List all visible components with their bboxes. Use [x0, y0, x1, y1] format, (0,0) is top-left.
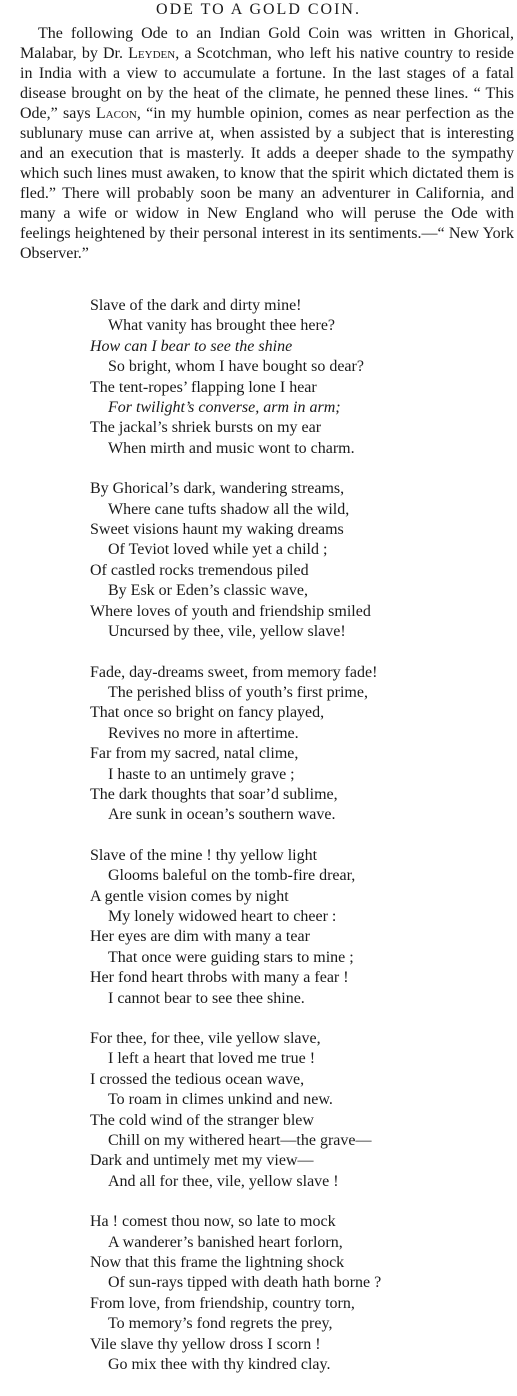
poem-title: ODE TO A GOLD COIN. [156, 1, 361, 18]
poem-line: Dark and untimely met my view— [90, 1152, 314, 1170]
poem-line: Revives no more in aftertime. [108, 724, 299, 742]
poem-body [90, 296, 510, 1396]
lacon-name: Lacon [95, 105, 137, 122]
poem-line: Where loves of youth and friendship smiled [90, 602, 371, 620]
poem-line: Her eyes are dim with many a tear [90, 928, 310, 946]
poem-line: Uncursed by thee, vile, yellow slave! [108, 623, 346, 641]
poem-line: A gentle vision comes by night [90, 887, 289, 905]
poem-line: I left a heart that loved me true ! [108, 1050, 316, 1068]
poem-line: By Esk or Eden’s classic wave, [108, 582, 308, 600]
poem-line: And all for thee, vile, yellow slave ! [108, 1172, 339, 1190]
poem-line: The tent-ropes’ flapping lone I hear [90, 378, 317, 396]
poem-line: That once so bright on fancy played, [90, 704, 325, 722]
poem-line: My lonely widowed heart to cheer : [108, 907, 337, 925]
poem-line: How can I bear to see the shine [90, 337, 293, 355]
poem-line: A wanderer’s banished heart forlorn, [108, 1233, 343, 1251]
poem-line: Sweet visions haunt my waking dreams [90, 521, 344, 539]
stanza-5 [90, 1029, 510, 1192]
poem-line: The cold wind of the stranger blew [90, 1111, 314, 1129]
stanza-4 [90, 846, 510, 1009]
poem-line: I cannot bear to see thee shine. [108, 989, 305, 1007]
poem-line: By Ghorical’s dark, wandering streams, [90, 480, 345, 498]
stanza-1 [90, 296, 510, 459]
stanza-6 [90, 1212, 510, 1375]
poem-line: To memory’s fond regrets the prey, [108, 1315, 333, 1333]
intro-paragraph [20, 24, 514, 264]
poem-line: The perished bliss of youth’s first prime, [108, 683, 368, 701]
poem-line: Slave of the dark and dirty mine! [90, 297, 302, 314]
intro-text-1: The following Ode to an Indian Gold Coin was written in Ghorical, Malabar, by Dr. [20, 25, 514, 62]
poem-line: The jackal’s shriek bursts on my ear [90, 419, 322, 437]
poem-line: Far from my sacred, natal clime, [90, 745, 299, 763]
poem-line: When mirth and music wont to charm. [108, 439, 355, 457]
poem-line: That once were guiding stars to mine ; [108, 948, 354, 966]
poem-line: Fade, day-dreams sweet, from memory fade! [90, 663, 378, 681]
author-name: Leyden [128, 45, 176, 62]
poem-line: For twilight’s converse, arm in arm; [108, 399, 341, 417]
poem-line: Vile slave thy yellow dross I scorn ! [90, 1335, 321, 1353]
stanza-2 [90, 479, 510, 642]
poem-line: Ha ! comest thou now, so late to mock [90, 1213, 336, 1231]
intro-text-3: , “in my humble opinion, comes as near perfection as the sublunary muse can arrive at, when assisted by a subject that is interesting and an execution that is masterly. It adds a deeper shade to the sympathy which such lines must awaken, to know that the spirit which dictated them is fled.” There will probably soon be many an adventurer in California, and many a wife or widow in New England who will peruse the Ode with feelings heightened by their personal interest in its sentiments.—“ New York Observer.” [20, 105, 515, 262]
poem-line: I haste to an untimely grave ; [108, 765, 295, 783]
poem-line: To roam in climes unkind and new. [108, 1091, 333, 1109]
poem-line: I crossed the tedious ocean wave, [90, 1070, 305, 1088]
poem-line: Of sun-rays tipped with death hath borne ? [108, 1274, 382, 1292]
poem-line: Go mix thee with thy kindred clay. [108, 1356, 331, 1374]
poem-line: Glooms baleful on the tomb-fire drear, [108, 867, 356, 885]
poem-line: Of castled rocks tremendous piled [90, 561, 309, 579]
poem-line: Are sunk in ocean’s southern wave. [108, 806, 336, 824]
poem-line: Her fond heart throbs with many a fear ! [90, 969, 349, 987]
poem-line: For thee, for thee, vile yellow slave, [90, 1030, 321, 1047]
poem-line: From love, from friendship, country torn, [90, 1294, 355, 1312]
poem-line: Where cane tufts shadow all the wild, [108, 500, 350, 518]
poem-line: Chill on my withered heart—the grave— [108, 1132, 372, 1150]
poem-line: The dark thoughts that soar’d sublime, [90, 785, 338, 803]
poem-line: Now that this frame the lightning shock [90, 1254, 345, 1272]
stanza-3 [90, 663, 510, 826]
poem-line: Slave of the mine ! thy yellow light [90, 846, 318, 864]
poem-line: What vanity has brought thee here? [108, 317, 336, 335]
poem-line: So bright, whom I have bought so dear? [108, 358, 364, 376]
poem-line: Of Teviot loved while yet a child ; [108, 541, 328, 559]
intro-text-2: , a Scotchman, who left his native country to reside in India with a view to accumulate a fortune. In the last stages of a fatal disease brought on by the heat of the climate, he penned these lines. “ This Ode,” says [20, 45, 515, 122]
